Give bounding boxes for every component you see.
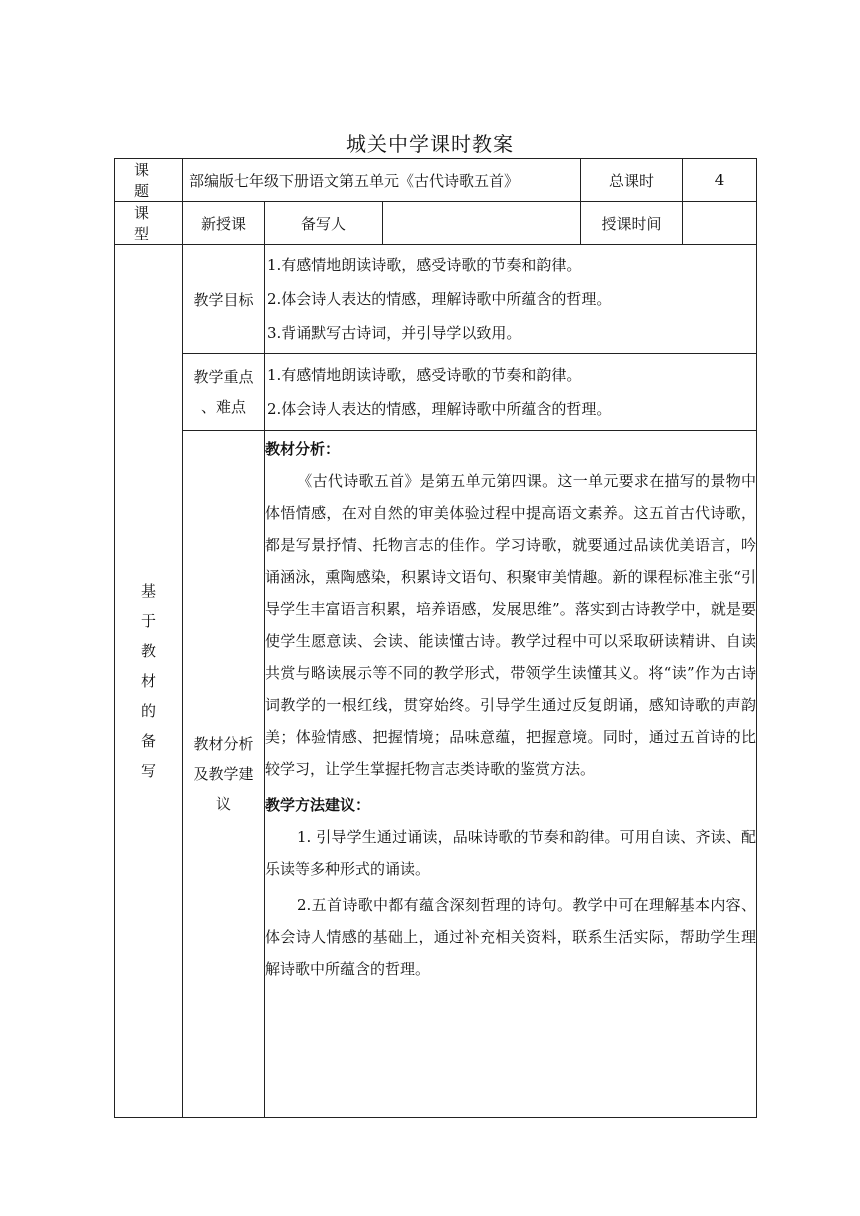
row-type — [115, 202, 757, 245]
key-point-item: 1.有感情地朗读诗歌，感受诗歌的节奏和韵律。 — [267, 366, 582, 384]
author-label: 备写人 — [265, 202, 383, 245]
method-item: 1. 引导学生通过诵读，品味诗歌的节奏和韵律。可用自读、齐读、配乐读等多种形式的诵读。 — [265, 828, 757, 878]
goals-content — [265, 245, 757, 354]
type-value: 新授课 — [183, 202, 265, 245]
key-point-item: 2.体会诗人表达的情感，理解诗歌中所蕴含的哲理。 — [267, 400, 612, 418]
page-title: 城关中学课时教案 — [346, 132, 514, 156]
goal-item: 3.背诵默写古诗词，并引导学以致用。 — [267, 324, 522, 342]
time-value — [683, 202, 757, 245]
row-analysis — [115, 431, 757, 1118]
row-goals — [115, 245, 757, 354]
row-key-points — [115, 354, 757, 431]
total-hours-label: 总课时 — [581, 159, 683, 202]
key-points-content — [265, 354, 757, 431]
author-value — [383, 202, 581, 245]
topic-label: 课 题 — [115, 159, 183, 202]
topic-value: 部编版七年级下册语文第五单元《古代诗歌五首》 — [183, 159, 581, 202]
analysis-content — [265, 431, 757, 1118]
analysis-paragraph: 《古代诗歌五首》是第五单元第四课。这一单元要求在描写的景物中体悟情感，在对自然的审美体验过程中提高语文素养。这五首古代诗歌，都是写景抒情、托物言志的佳作。学习诗歌，就要通过品读优美语言，吟诵涵泳，熏陶感染，积累诗文语句、积聚审美情趣。新的课程标准主张“引导学生丰富语言积累，培养语感，发展思维”。落实到古诗教学中，就是要使学生愿意读、会读、能读懂古诗。教学过程中可以采取研读精讲、自读共赏与略读展示等不同的教学形式，带领学生读懂其义。将“读”作为古诗词教学的一根红线，贯穿始终。引导学生通过反复朗诵，感知诗歌的声韵美；体验情感、把握情境；品味意蕴，把握意境。同时，通过五首诗的比较学习，让学生掌握托物言志类诗歌的鉴赏方法。 — [265, 472, 757, 778]
lesson-plan-table — [114, 158, 757, 1118]
method-heading: 教学方法建议： — [265, 796, 371, 814]
goal-item: 1.有感情地朗读诗歌，感受诗歌的节奏和韵律。 — [267, 256, 582, 274]
goal-item: 2.体会诗人表达的情感，理解诗歌中所蕴含的哲理。 — [267, 290, 612, 308]
row-topic — [115, 159, 757, 202]
type-label: 课 型 — [115, 202, 183, 245]
time-label: 授课时间 — [581, 202, 683, 245]
key-points-label: 教学重点 、难点 — [183, 354, 265, 431]
method-item: 2.五首诗歌中都有蕴含深刻哲理的诗句。教学中可在理解基本内容、体会诗人情感的基础上，通过补充相关资料，联系生活实际，帮助学生理解诗歌中所蕴含的哲理。 — [265, 896, 757, 978]
total-hours-value: 4 — [683, 159, 757, 202]
analysis-heading: 教材分析： — [265, 440, 341, 458]
section-side-label: 基 于 教 材 的 备 写 — [115, 245, 183, 1118]
goals-label: 教学目标 — [183, 245, 265, 354]
analysis-label: 教材分析 及教学建 议 — [183, 431, 265, 1118]
